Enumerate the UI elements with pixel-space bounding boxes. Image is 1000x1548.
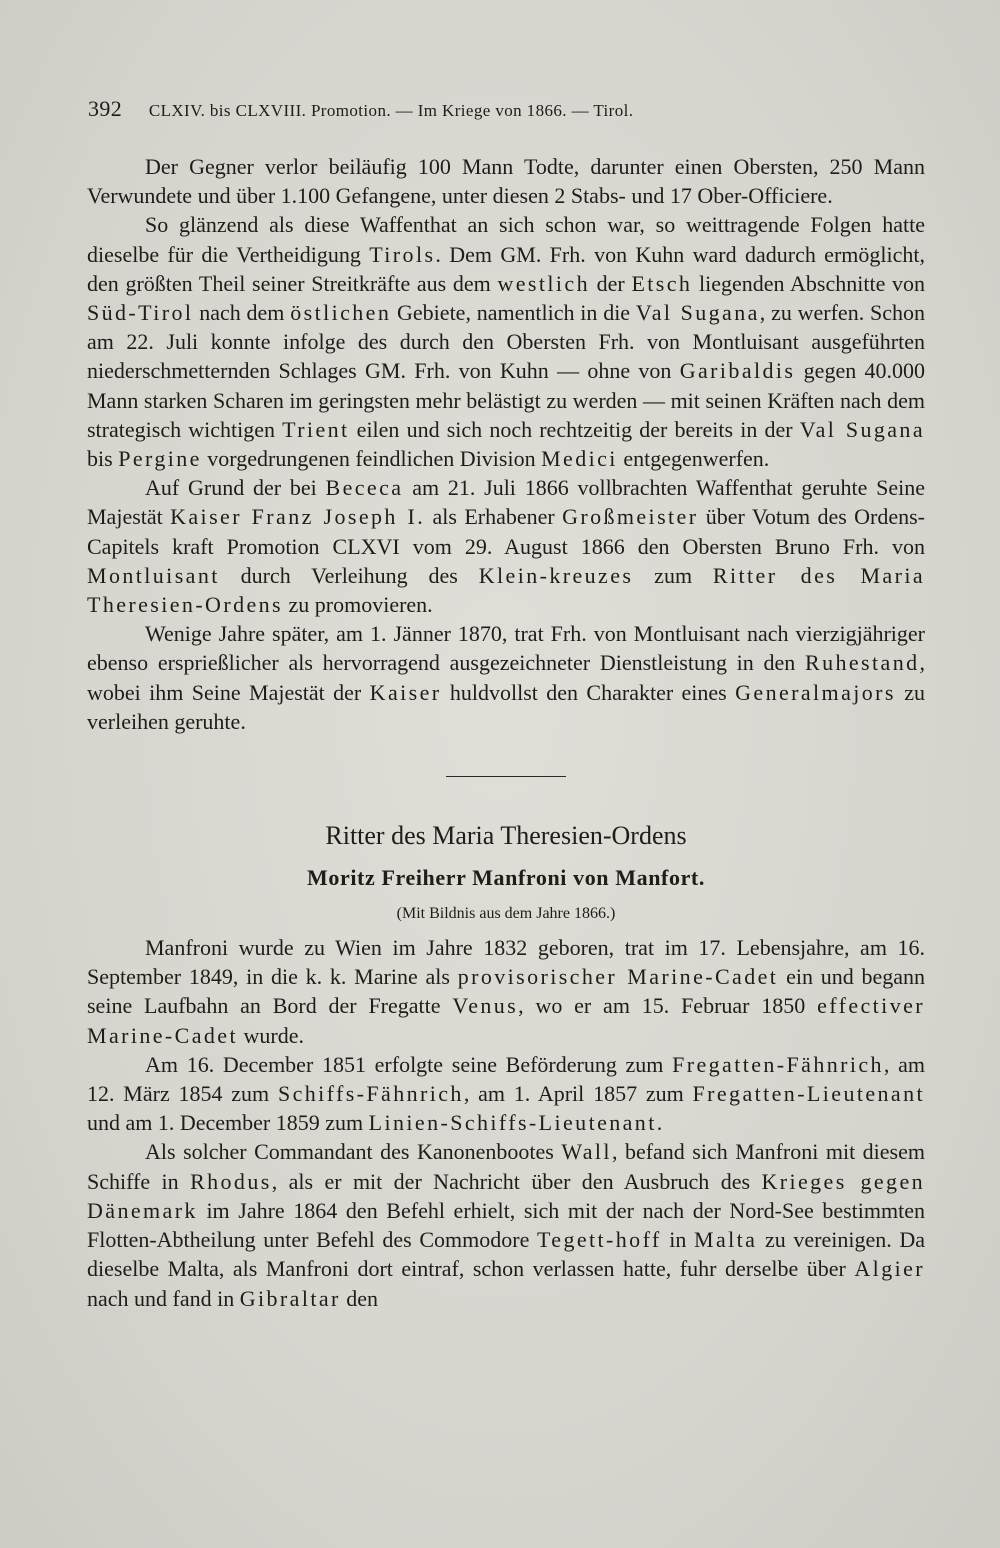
paragraph [87,473,925,619]
text-run: durch Verleihung des [219,562,479,588]
text-run: Als solcher Commandant des Kanonenbootes [145,1139,562,1165]
text-run: zu vereinigen. Da dieselbe Malta, als Manfroni dort eintraf, schon verlassen hatte, fuhr derselbe über [87,1227,926,1282]
spaced-emphasis: östlichen [290,300,392,326]
spaced-emphasis: Etsch [631,270,693,296]
text-run: , am 1. April 1857 zum [463,1081,693,1107]
text-run: , befand sich Manfroni mit diesem Schiffe in [87,1139,925,1194]
text-run: der [589,270,632,296]
text-run: , zu werfen. Schon am 22. Juli konnte infolge des durch den Obersten Frh. von Montluisant ausgeführten niederschmetternden Schlages GM. Frh. von Kuhn — ohne von [87,300,925,384]
text-run: zu verleihen geruhte. [87,679,925,734]
text-run: im Jahre 1864 den Befehl erhielt, sich mit der nach der Nord-See bestimmten Flotten-Abtheilung unter Befehl des Commodore [87,1197,925,1253]
text-run: Manfroni wurde zu Wien im Jahre 1832 geboren, trat im 17. Lebensjahre, am 16. September 1849, in die k. k. Marine als [87,935,925,990]
text-part-two [87,933,925,1313]
spaced-emphasis: Montluisant [87,562,220,588]
spaced-emphasis: effectiver Marine-Cadet [87,993,925,1048]
section-title: Ritter des Maria Theresien-Ordens [325,821,687,851]
text-run: huldvollst den Charakter eines [441,679,736,705]
text-run: , am 12. März 1854 zum [87,1051,925,1107]
running-header [88,96,918,122]
spaced-emphasis: Kaiser [369,679,442,705]
paragraph [87,1050,925,1138]
text-run: , wobei ihm Seine Majestät der [87,650,925,705]
spaced-emphasis: Trient [282,416,350,442]
paragraph [87,933,925,1050]
text-run: Der Gegner verlor beiläufig 100 Mann Todte, darunter einen Obersten, 250 Mann Verwundete und über 1.100 Gefangene, unter diesen 2 Stabs- und 17 Ober-Officiere. [87,154,925,209]
spaced-emphasis: Val Sugana [635,300,760,326]
spaced-emphasis: Val Sugana [799,416,925,442]
text-run: als Erhabener [425,504,563,530]
spaced-emphasis: Schiffs-Fähnrich [277,1081,464,1107]
text-run: eilen und sich noch rechtzeitig der bereits in der [349,416,800,442]
text-run: . [656,1110,663,1136]
spaced-emphasis: Bececa [325,475,404,501]
spaced-emphasis: westlich [497,270,590,296]
spaced-emphasis: Rhodus [190,1168,272,1194]
section-subtitle: Moritz Freiherr Manfroni von Manfort. [307,865,705,891]
text-run: . Dem GM. Frh. von Kuhn ward dadurch ermöglicht, den größten Theil seiner Streitkräfte aus dem [87,241,925,296]
paragraph [87,152,925,210]
text-run: nach dem [193,300,291,326]
spaced-emphasis: Großmeister [562,504,699,530]
spaced-emphasis: Malta [694,1227,758,1253]
text-run: liegenden Abschnitte von [692,270,926,296]
spaced-emphasis: Krieges gegen Dänemark [87,1168,926,1223]
text-run: nach und fand in [87,1285,240,1311]
text-run: und am 1. December 1859 zum [87,1110,369,1136]
spaced-emphasis: Klein-kreuzes [478,562,634,588]
text-run: über Votum des Ordens-Capitels kraft Promotion CLXVI vom 29. August 1866 den Obersten Bruno Frh. von [87,504,925,559]
paragraph [87,1137,925,1312]
spaced-emphasis: Fregatten-Fähnrich [672,1051,884,1077]
spaced-emphasis: Kaiser Franz Joseph I. [170,504,426,530]
spaced-emphasis: Süd-Tirol [87,300,194,326]
spaced-emphasis: Pergine [118,446,202,472]
spaced-emphasis: Medici [541,446,618,472]
text-run: So glänzend als diese Waffenthat an sich schon war, so weittragende Folgen hatte dieselbe für die Vertheidigung [87,212,925,267]
text-run: gegen 40.000 Mann starken Scharen im geringsten mehr belästigt zu werden — mit seinen Kräften nach dem strategisch wichtigen [87,358,925,442]
text-run: vorgedrungenen feindlichen Division [201,446,542,472]
section-divider [446,776,566,777]
text-run: , als er mit der Nachricht über den Ausbruch des [271,1168,762,1194]
spaced-emphasis: Fregatten-Lieutenant [692,1081,926,1107]
text-run: , wo er am 15. Februar 1850 [518,993,818,1019]
text-run: bis [87,446,119,472]
text-run: am 21. Juli 1866 vollbrachten Waffenthat geruhte Seine Majestät [87,475,925,530]
portrait-note: (Mit Bildnis aus dem Jahre 1866.) [396,905,616,923]
paragraph [87,619,925,736]
text-run: Auf Grund der bei [145,475,326,501]
text-run: in [661,1227,695,1253]
spaced-emphasis: Garibaldis [679,358,796,384]
page-body [87,152,925,1313]
text-run: Wenige Jahre später, am 1. Jänner 1870, trat Frh. von Montluisant nach vierzigjähriger ebenso ersprießlicher als hervorragend ausgezeichneter Dienstleistung in den [87,621,925,676]
spaced-emphasis: Tegett-hoff [536,1227,662,1253]
text-run: zum [633,562,713,588]
spaced-emphasis: Algier [854,1256,925,1282]
spaced-emphasis: Ritter des Maria Theresien-Ordens [87,562,925,618]
text-run: zu promovieren. [283,592,433,618]
spaced-emphasis: Wall [561,1139,612,1165]
text-run: wurde. [237,1022,304,1048]
spaced-emphasis: Ruhestand [805,650,920,676]
text-run: den [340,1285,379,1311]
spaced-emphasis: Tirols [369,241,436,267]
spaced-emphasis: Linien-Schiffs-Lieutenant [368,1110,657,1136]
spaced-emphasis: Venus [452,993,519,1019]
running-title: CLXIV. bis CLXVIII. Promotion. — Im Kriege von 1866. — Tirol. [148,101,634,120]
spaced-emphasis: Gibraltar [239,1285,341,1311]
page-number: 392 [88,96,123,121]
paragraph [87,210,925,473]
spaced-emphasis: provisorischer Marine-Cadet [457,964,779,990]
text-part-one [87,152,925,736]
text-run: Gebiete, namentlich in die [391,300,636,326]
text-run: Am 16. December 1851 erfolgte seine Beförderung zum [145,1051,673,1077]
text-run: ein und begann seine Laufbahn an Bord der Fregatte [87,964,926,1019]
spaced-emphasis: Generalmajors [735,679,896,705]
text-run: entgegenwerfen. [617,446,770,472]
